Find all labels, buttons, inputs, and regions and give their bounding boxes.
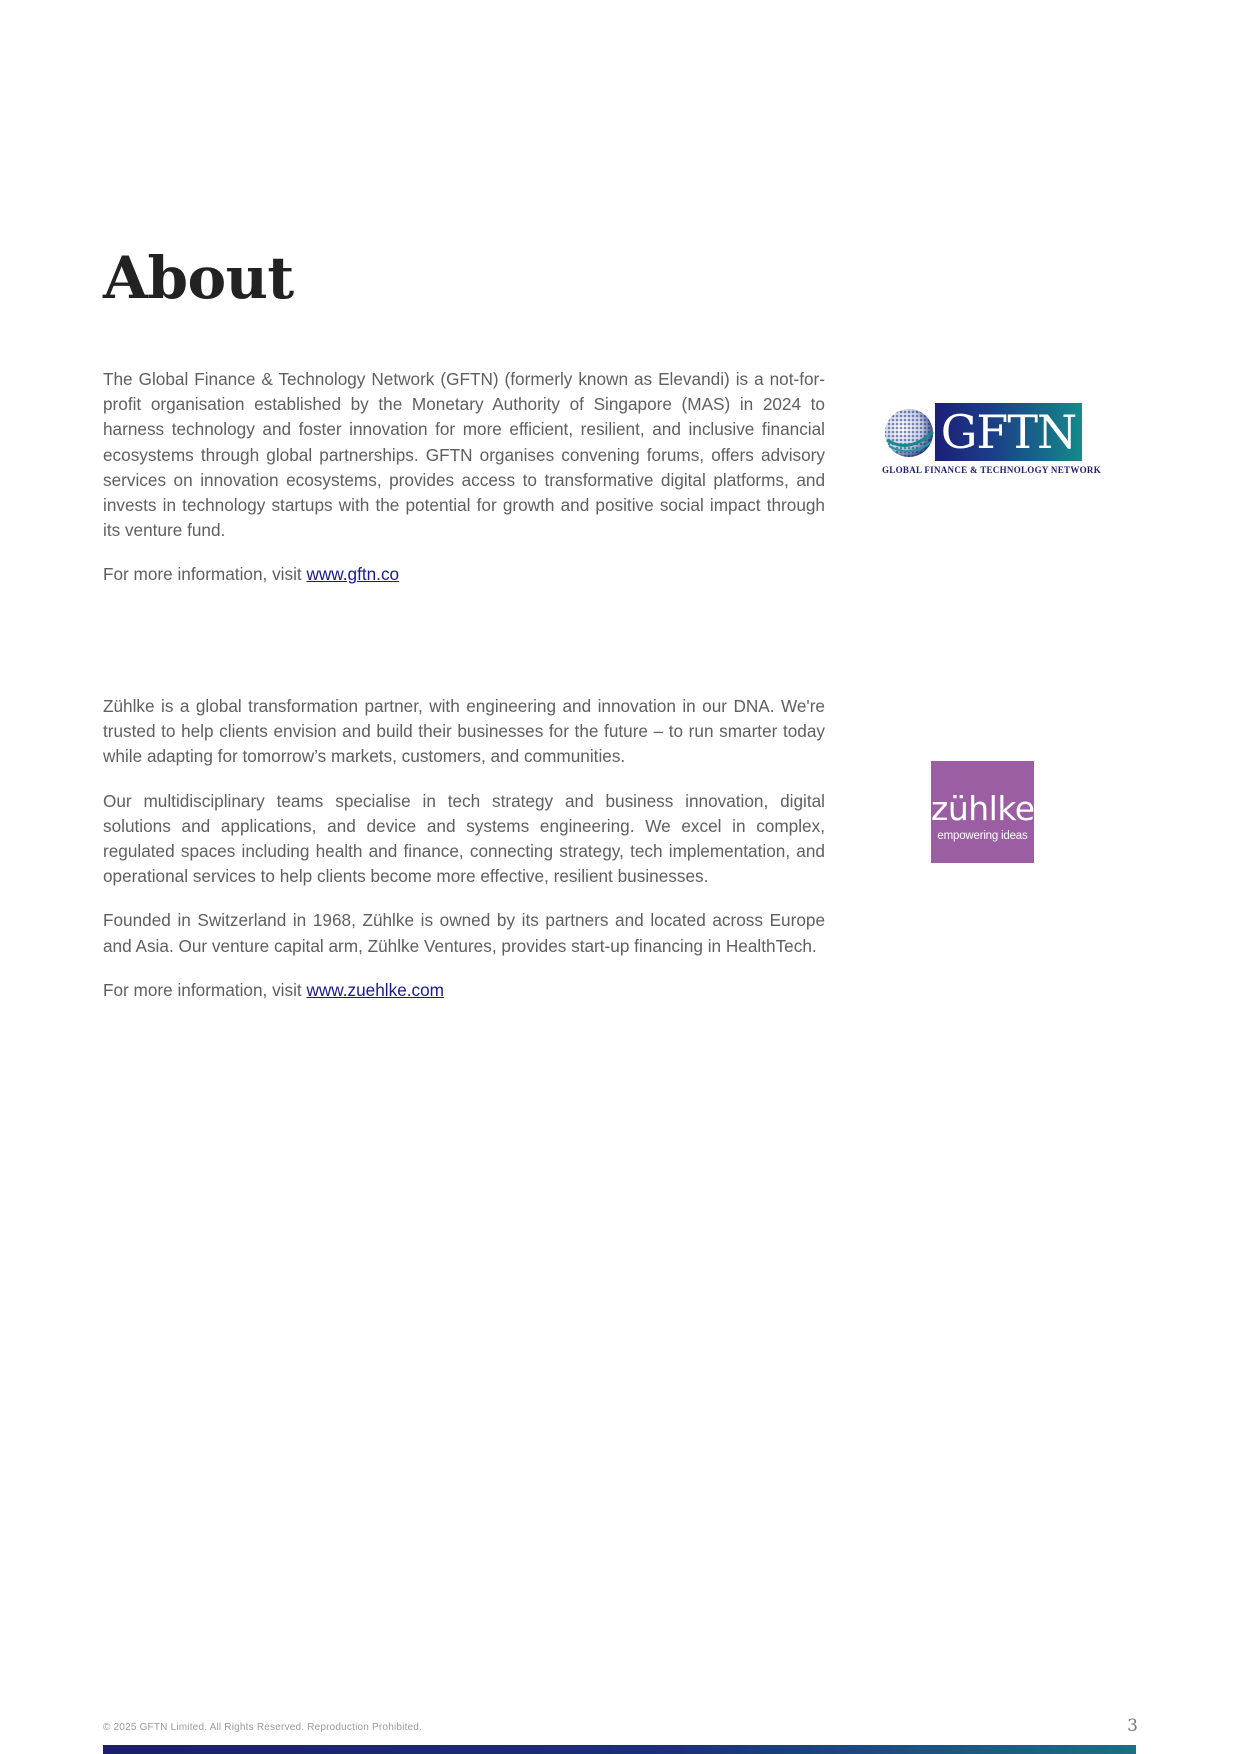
zuhlke-wordmark: zühlke — [931, 789, 1035, 828]
page-title: About — [103, 244, 294, 312]
page-number: 3 — [1127, 1716, 1138, 1736]
zuhlke-description-2: Our multidisciplinary teams specialise in tech strategy and business innovation, digital solutions and applications, and device and systems engineering. We excel in complex, regulated spaces including health and finance, connecting strategy, tech implementation, and operational services to help clients become more effective, resilient businesses. — [103, 790, 825, 887]
gftn-website-link[interactable]: www.gftn.co — [306, 564, 400, 585]
zuhlke-website-link[interactable]: www.zuehlke.com — [306, 979, 445, 1000]
footer-gradient-bar — [103, 1745, 1136, 1754]
gftn-tagline: GLOBAL FINANCE & TECHNOLOGY NETWORK — [882, 465, 1102, 475]
zuhlke-logo — [931, 761, 1034, 863]
globe-icon — [883, 402, 935, 462]
zuhlke-description-3: Founded in Switzerland in 1968, Zühlke is owned by its partners and located across Europe and Asia. Our venture capital arm, Zühlke Ventures, provides start-up financing in HealthTech. — [103, 910, 825, 956]
gftn-wordmark: GFTN — [935, 403, 1082, 461]
gftn-about-section — [103, 367, 825, 588]
zuhlke-more-info — [103, 978, 825, 1003]
gftn-more-info — [103, 562, 825, 587]
zuhlke-more-info-label: For more information, visit — [103, 979, 307, 1000]
gftn-more-info-label: For more information, visit — [103, 564, 307, 585]
gftn-logo — [882, 402, 1102, 478]
zuhlke-about-section — [103, 694, 825, 1003]
zuhlke-description-1: Zühlke is a global transformation partner, with engineering and innovation in our DNA. We're trusted to help clients envision and build their businesses for the future – to run smarter today while adapting for tomorrow’s markets, customers, and communities. — [103, 696, 825, 767]
footer-copyright: © 2025 GFTN Limited. All Rights Reserved. Reproduction Prohibited. — [103, 1722, 423, 1733]
zuhlke-tagline: empowering ideas — [937, 830, 1028, 842]
gftn-description: The Global Finance & Technology Network (GFTN) (formerly known as Elevandi) is a not-for-profit organisation established by the Monetary Authority of Singapore (MAS) in 2024 to harness technology and foster innovation for more efficient, resilient, and inclusive financial ecosystems through global partnerships. GFTN organises convening forums, offers advisory services on innovation ecosystems, provides access to transformative digital platforms, and invests in technology startups with the potential for growth and positive social impact through its venture fund. — [103, 369, 825, 541]
